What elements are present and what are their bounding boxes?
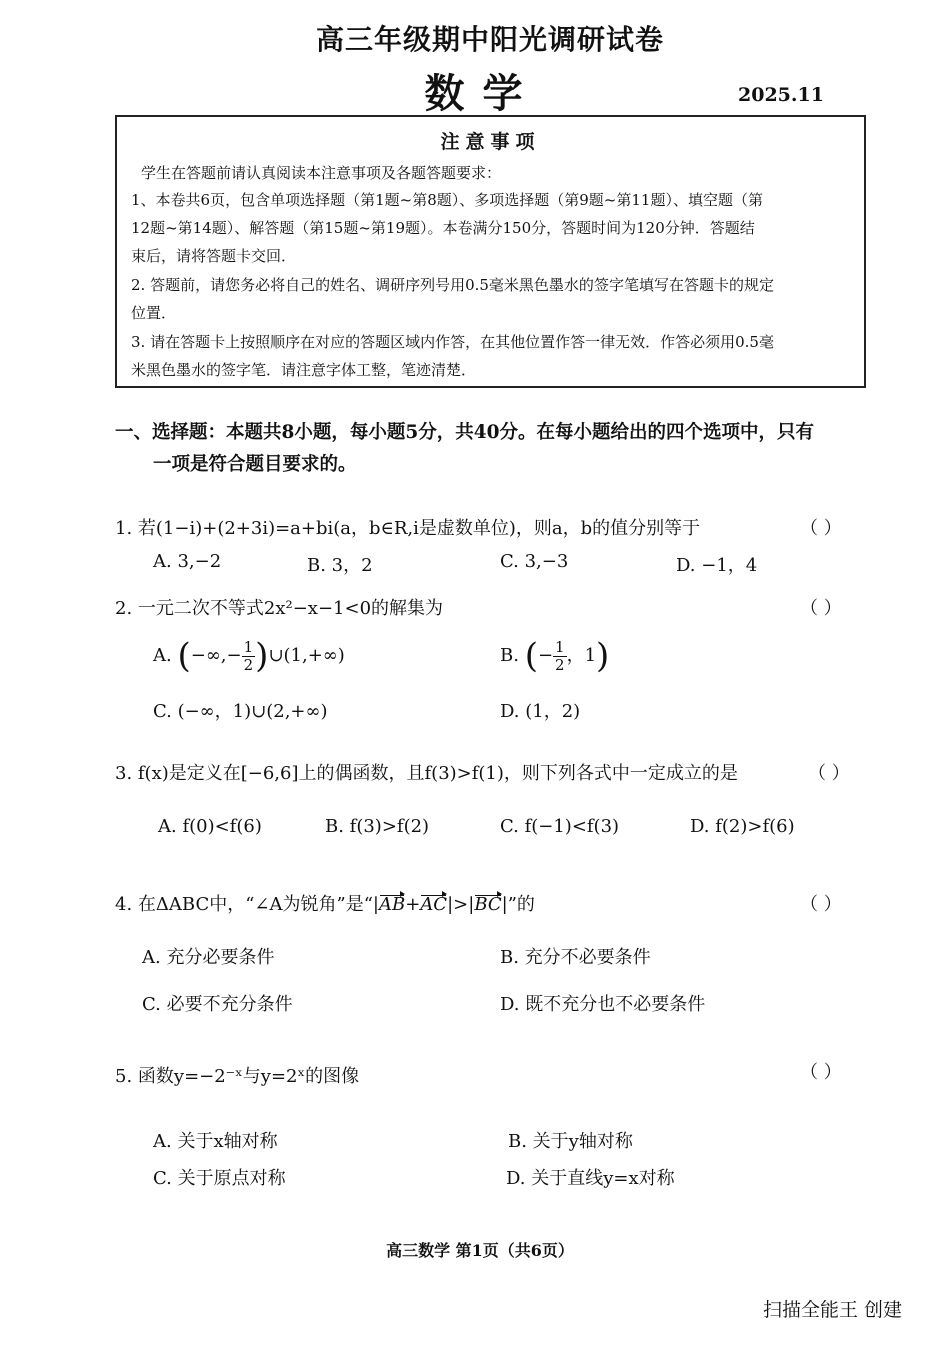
vector-ac: AC bbox=[420, 894, 448, 915]
q5-answer-paren: （ ） bbox=[800, 1062, 842, 1083]
page-footer: 高三数学 第1页（共6页） bbox=[386, 1241, 574, 1260]
section-heading-line1: 一、选择题：本题共8小题，每小题5分，共40分。在每小题给出的四个选项中，只有 bbox=[115, 422, 814, 443]
q3-answer-paren: （ ） bbox=[808, 763, 850, 784]
q3-option-b: B. f(3)>f(2) bbox=[325, 816, 430, 837]
q2-option-c: C. (−∞，1)∪(2,+∞) bbox=[153, 701, 328, 722]
q1-option-d: D. −1，4 bbox=[676, 555, 758, 576]
vector-ab: AB bbox=[378, 894, 406, 915]
q4-option-c: C. 必要不充分条件 bbox=[142, 994, 293, 1015]
exam-title: 高三年级期中阳光调研试卷 bbox=[315, 23, 664, 56]
notice-title: 注意事项 bbox=[440, 131, 541, 153]
notice-item1-line3: 束后，请将答题卡交回． bbox=[131, 247, 297, 265]
fraction-denominator: 2 bbox=[243, 655, 254, 674]
plus-sign: + bbox=[405, 894, 421, 915]
q2-option-b-post: ，1 bbox=[566, 645, 597, 666]
q3-option-d: D. f(2)>f(6) bbox=[690, 816, 795, 837]
notice-item3-line1: 3. 请在答题卡上按照顺序在对应的答题区域内作答，在其他位置作答一律无效．作答必须用0.5毫 bbox=[131, 333, 774, 351]
scanner-watermark: 扫描全能王 创建 bbox=[763, 1299, 903, 1321]
q5-option-a: A. 关于x轴对称 bbox=[153, 1131, 278, 1152]
q1-option-a: A. 3,−2 bbox=[153, 551, 222, 572]
q4-answer-paren: （ ） bbox=[800, 894, 842, 915]
q4-stem-mid: |>| bbox=[447, 894, 475, 915]
notice-intro: 学生在答题前请认真阅读本注意事项及各题答题要求： bbox=[141, 164, 502, 182]
q2-option-b bbox=[500, 636, 609, 676]
q3-option-a: A. f(0)<f(6) bbox=[158, 816, 262, 837]
q2-answer-paren: （ ） bbox=[800, 598, 842, 619]
fraction-denominator: 2 bbox=[555, 655, 565, 674]
fraction-numerator: 1 bbox=[555, 637, 565, 656]
q5-option-c: C. 关于原点对称 bbox=[153, 1168, 286, 1189]
q1-stem: 1. 若(1−i)+(2+3i)=a+bi(a，b∈R,i是虚数单位)，则a，b的值分别等于 bbox=[115, 518, 701, 539]
right-paren-symbol: ) bbox=[596, 636, 610, 676]
q5-option-d: D. 关于直线y=x对称 bbox=[506, 1168, 675, 1189]
q4-stem-post: |”的 bbox=[501, 894, 535, 915]
q1-option-c: C. 3,−3 bbox=[500, 551, 569, 572]
q2-option-a bbox=[153, 636, 345, 676]
q5-stem: 5. 函数y=−2⁻ˣ与y=2ˣ的图像 bbox=[115, 1066, 360, 1087]
q4-stem-pre: 4. 在ΔABC中，“∠A为锐角”是“| bbox=[115, 894, 379, 915]
q2-option-a-pre: −∞,− bbox=[190, 645, 242, 666]
fraction-numerator: 1 bbox=[243, 637, 254, 656]
fraction-one-half bbox=[553, 639, 567, 674]
right-paren-symbol: ) bbox=[255, 636, 269, 676]
notice-item2-line1: 2. 答题前，请您务必将自己的姓名、调研序列号用0.5毫米黑色墨水的签字笔填写在答题卡的规定 bbox=[131, 276, 774, 294]
q2-option-b-label: B. bbox=[500, 645, 519, 666]
q3-option-c: C. f(−1)<f(3) bbox=[500, 816, 620, 837]
notice-item2-line2: 位置． bbox=[131, 304, 177, 322]
section-heading-line2: 一项是符合题目要求的。 bbox=[153, 454, 357, 475]
notice-item3-line2: 米黑色墨水的签字笔．请注意字体工整，笔迹清楚． bbox=[131, 361, 477, 379]
minus-sign: − bbox=[537, 645, 554, 666]
vector-bc: BC bbox=[474, 894, 502, 915]
exam-date: 2025.11 bbox=[738, 84, 824, 106]
q2-option-a-label: A. bbox=[153, 645, 172, 666]
q4-option-d: D. 既不充分也不必要条件 bbox=[500, 994, 706, 1015]
notice-item1-line1: 1、本卷共6页，包含单项选择题（第1题~第8题）、多项选择题（第9题~第11题）、填空题（第 bbox=[131, 191, 763, 209]
q3-stem: 3. f(x)是定义在[−6,6]上的偶函数，且f(3)>f(1)，则下列各式中一定成立的是 bbox=[115, 763, 738, 784]
notice-box bbox=[115, 115, 866, 388]
q4-option-a: A. 充分必要条件 bbox=[142, 947, 275, 968]
q1-answer-paren: （ ） bbox=[800, 518, 842, 539]
fraction-one-half bbox=[242, 639, 256, 674]
left-paren-symbol: ( bbox=[524, 636, 538, 676]
q2-stem: 2. 一元二次不等式2x²−x−1<0的解集为 bbox=[115, 598, 444, 619]
subject-title: 数学 bbox=[424, 70, 541, 117]
q2-option-a-post: ∪(1,+∞) bbox=[268, 645, 345, 666]
q1-option-b: B. 3，2 bbox=[307, 555, 373, 576]
left-paren-symbol: ( bbox=[177, 636, 191, 676]
notice-item1-line2: 12题~第14题）、解答题（第15题~第19题）。本卷满分150分，答题时间为120分钟．答题结 bbox=[131, 219, 755, 237]
q4-stem bbox=[115, 890, 535, 916]
q4-option-b: B. 充分不必要条件 bbox=[500, 947, 651, 968]
q5-option-b: B. 关于y轴对称 bbox=[508, 1131, 633, 1152]
q2-option-d: D. (1，2) bbox=[500, 701, 581, 722]
